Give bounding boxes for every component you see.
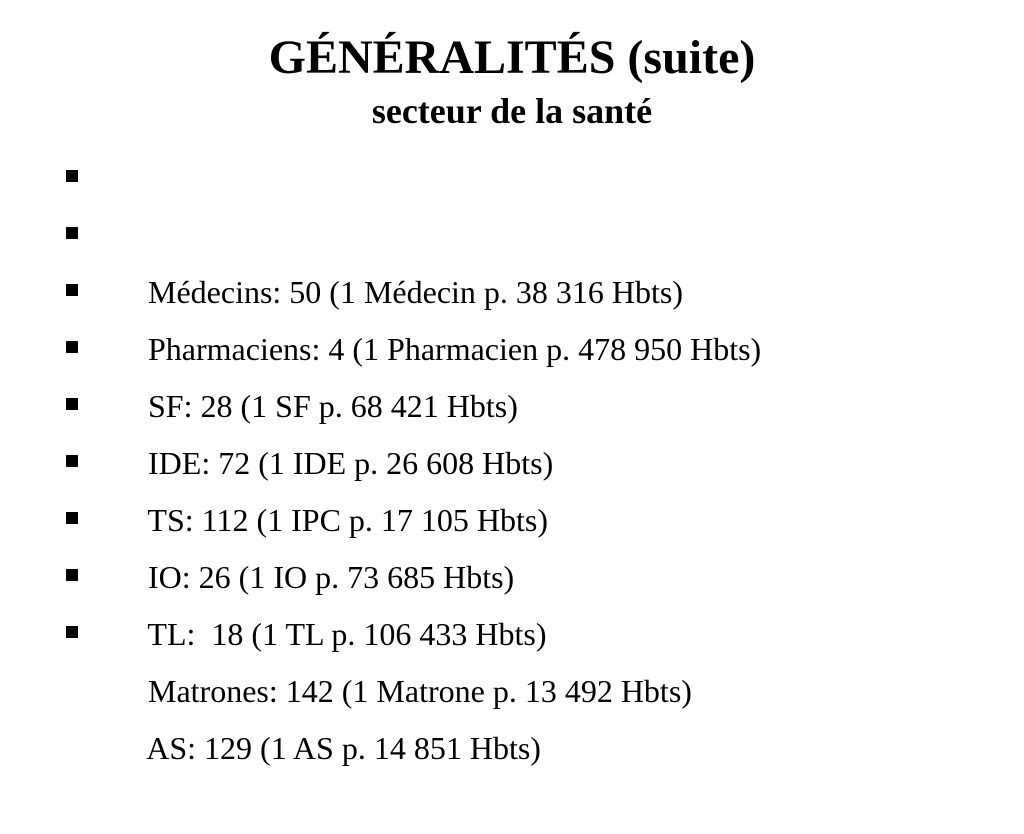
- square-bullet-icon: [66, 512, 78, 524]
- list-item-label: Pharmaciens: 4 (1 Pharmacien p. 478 950 Hbts): [148, 331, 762, 367]
- list-item-label: IO: 26 (1 IO p. 73 685 Hbts): [148, 559, 515, 595]
- square-bullet-icon: [66, 170, 78, 182]
- list-item-label: Matrones: 142 (1 Matrone p. 13 492 Hbts): [148, 673, 692, 709]
- square-bullet-icon: [66, 227, 78, 239]
- slide-title: GÉNÉRALITÉS (suite): [268, 31, 756, 84]
- square-bullet-icon: [66, 398, 78, 410]
- square-bullet-icon: [66, 341, 78, 353]
- list-item-label: TL: 18 (1 TL p. 106 433 Hbts): [147, 616, 547, 652]
- square-bullet-icon: [66, 284, 78, 296]
- list-item-label: AS: 129 (1 AS p. 14 851 Hbts): [146, 730, 541, 766]
- square-bullet-icon: [66, 569, 78, 581]
- slide-subtitle: secteur de la santé: [371, 91, 653, 131]
- list-item-label: Médecins: 50 (1 Médecin p. 38 316 Hbts): [148, 274, 684, 310]
- list-item-label: IDE: 72 (1 IDE p. 26 608 Hbts): [148, 445, 554, 481]
- bullet-list: [66, 150, 762, 766]
- list-item: [66, 150, 761, 310]
- square-bullet-icon: [66, 626, 78, 638]
- list-item-label: TS: 112 (1 IPC p. 17 105 Hbts): [147, 502, 549, 538]
- list-item-label: SF: 28 (1 SF p. 68 421 Hbts): [148, 388, 518, 424]
- square-bullet-icon: [66, 455, 78, 467]
- title-block: [0, 28, 1024, 134]
